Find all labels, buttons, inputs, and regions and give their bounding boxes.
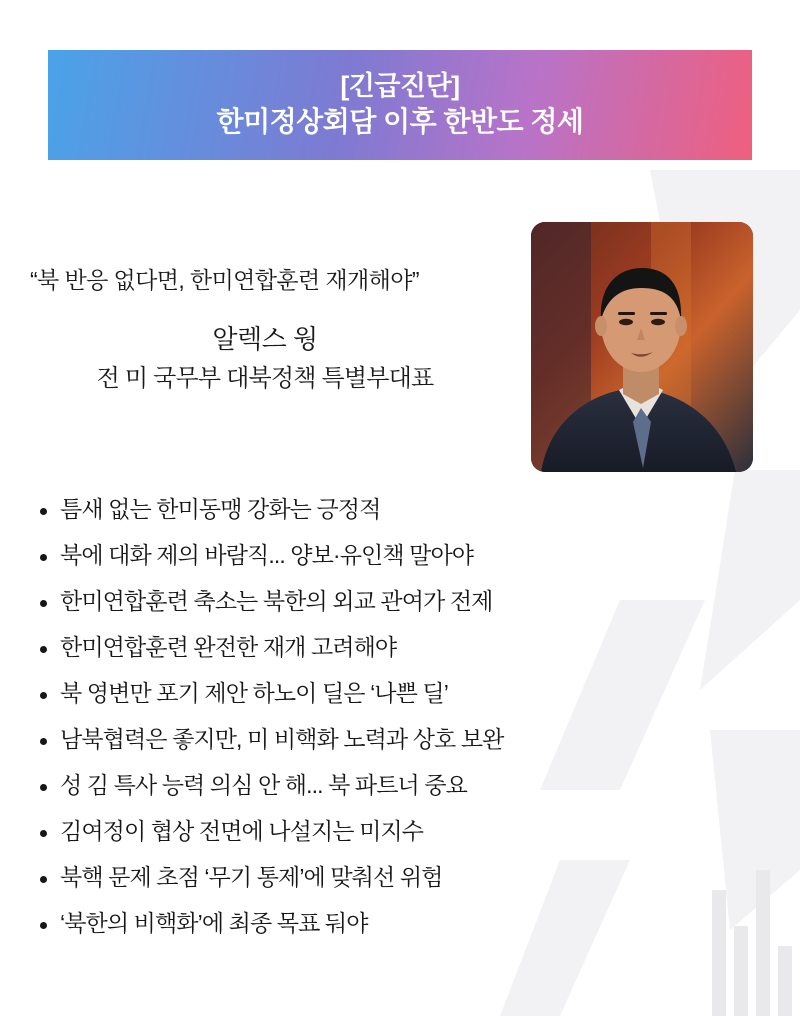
quote-text: “북 반응 없다면, 한미연합훈련 재개해야” (30, 267, 419, 293)
speaker-title: 전 미 국무부 대북정책 특별부대표 (96, 365, 434, 392)
speaker-block (30, 320, 500, 397)
bullet-list (34, 498, 734, 958)
title-banner (48, 50, 752, 160)
banner-line-1: [긴급진단] (340, 70, 460, 101)
list-item: 한미연합훈련 완전한 재개 고려해야 (34, 636, 734, 659)
list-item: 한미연합훈련 축소는 북한의 외교 관여가 전제 (34, 590, 734, 613)
list-item: ‘북한의 비핵화’에 최종 목표 둬야 (34, 912, 734, 935)
banner-line-2: 한미정상회담 이후 한반도 정세 (216, 106, 584, 138)
list-item: 틈새 없는 한미동맹 강화는 긍정적 (34, 498, 734, 521)
speaker-name: 알렉스 웡 (212, 324, 318, 354)
list-item: 북에 대화 제의 바람직... 양보·유인책 말아야 (34, 544, 734, 567)
list-item: 남북협력은 좋지만, 미 비핵화 노력과 상호 보완 (34, 728, 734, 751)
list-item: 북 영변만 포기 제안 하노이 딜은 ‘나쁜 딜’ (34, 682, 734, 705)
list-item: 북핵 문제 초점 ‘무기 통제’에 맞춰선 위험 (34, 866, 734, 889)
list-item: 성 김 특사 능력 의심 안 해... 북 파트너 중요 (34, 774, 734, 797)
list-item: 김여정이 협상 전면에 나설지는 미지수 (34, 820, 734, 843)
speaker-portrait (531, 222, 753, 472)
